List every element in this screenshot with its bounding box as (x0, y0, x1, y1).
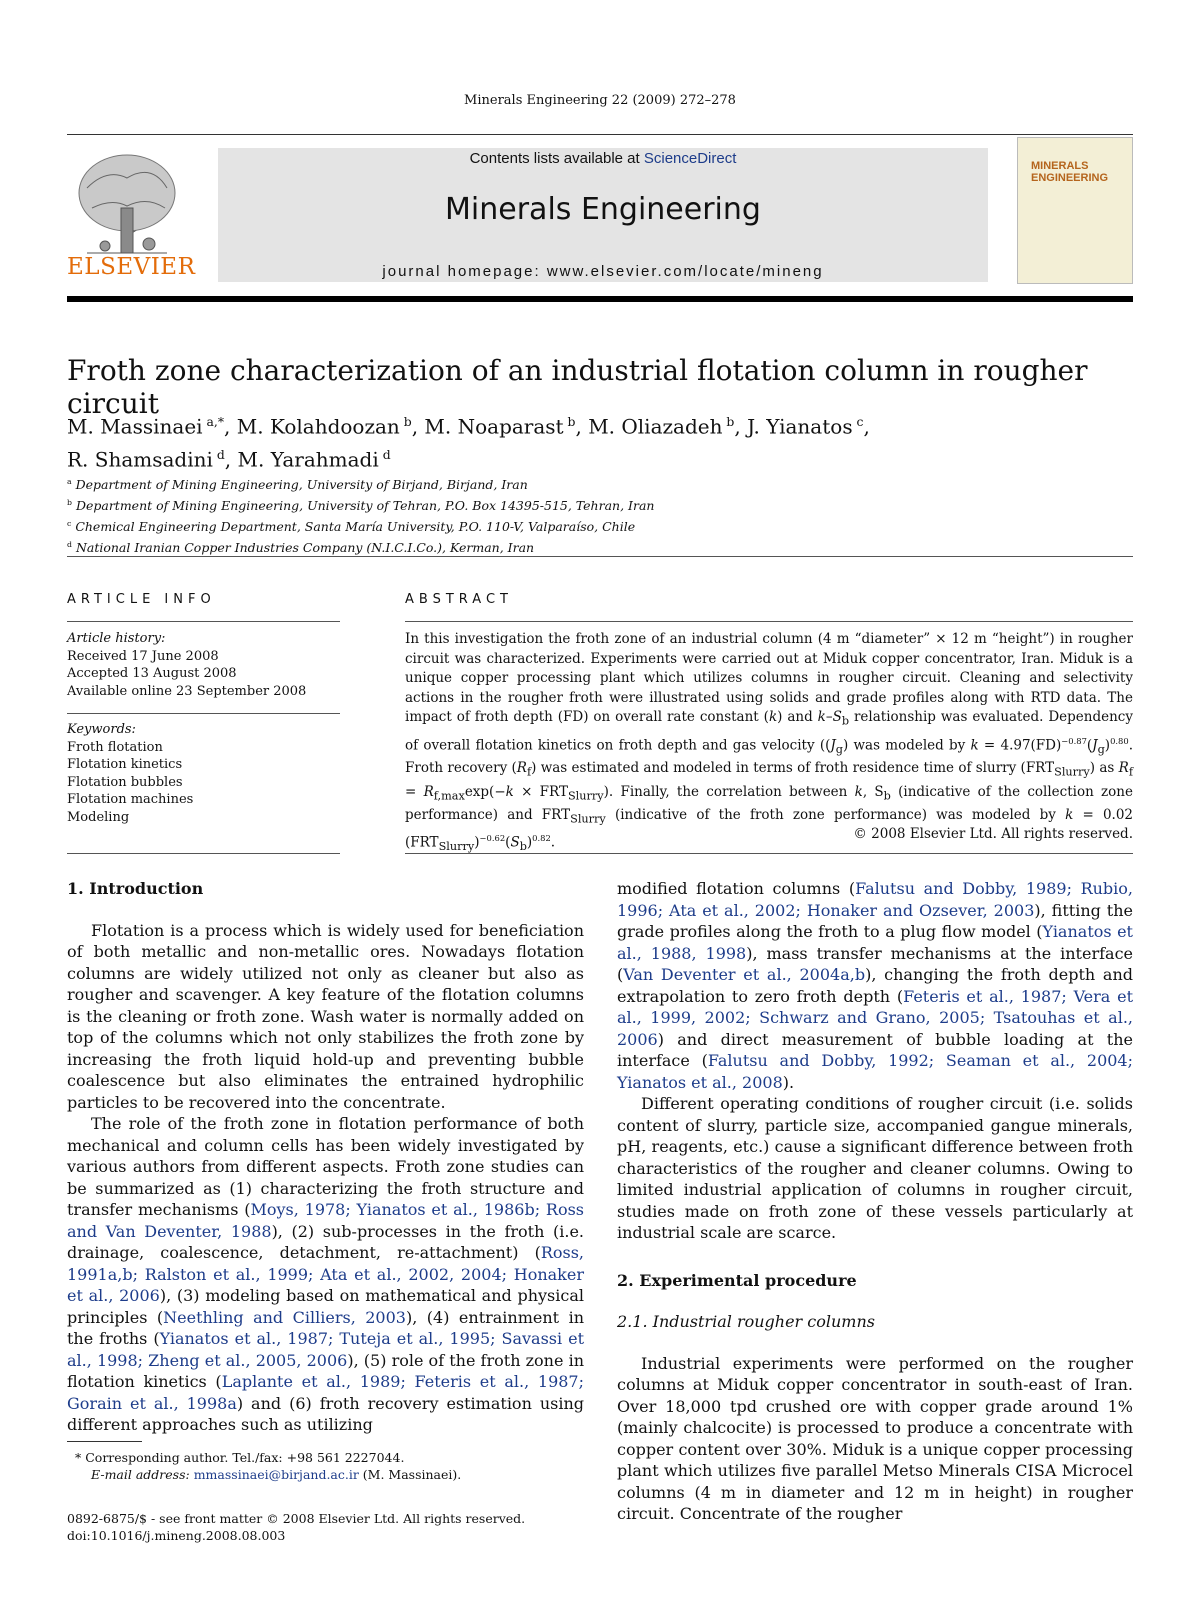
author-affiliation-marker: c (852, 414, 864, 429)
contents-line (218, 150, 988, 167)
cover-title (1031, 160, 1127, 184)
header-rule (67, 134, 1133, 135)
article-info-rule (67, 621, 340, 622)
abstract-copyright: © 2008 Elsevier Ltd. All rights reserved. (853, 826, 1133, 842)
affiliation-line: $^d$ National Iranian Copper Industries Company (N.I.C.I.Co.), Kerman, Iran (67, 540, 535, 556)
doi-line[interactable]: doi:10.1016/j.mineng.2008.08.003 (67, 1528, 286, 1543)
footnote-rule (67, 1441, 142, 1442)
citation-link[interactable]: Van Deventer et al., 2004a,b (623, 965, 866, 984)
citation-link[interactable]: Neethling and Cilliers, 2003 (163, 1307, 406, 1327)
author-line-2: R. Shamsadini $^d$, M. Yarahmadi $^d$ (67, 446, 391, 472)
history-label: Article history: (67, 631, 166, 646)
footnote-corresponding (67, 1449, 587, 1483)
intro-paragraph-1: Flotation is a process which is widely used for beneficiation of both metallic and non-metallic ores. Nowadays flotation columns are widely utilized not only as cleaner but also as rougher and scavenger. A key feature of the flotation columns is the cleaning or froth zone. Wash water is normally added on top of the columns which not only stabilizes the froth zone by increasing the froth liquid hold-up and preventing bubble coalescence but also eliminates the entrained hydrophilic particles to be recovered into the concentrate. (67, 920, 584, 1112)
article-history (67, 630, 340, 700)
affiliation-line: $^a$ Department of Mining Engineering, University of Birjand, Birjand, Iran (67, 477, 528, 493)
citation-link[interactable]: Feteris et al., 1987; Vera et al., 1999, 2002; Schwarz and Grano, 2005; Tsatouhas et al., 2006 (617, 986, 1133, 1049)
keywords-block (67, 721, 340, 826)
section-heading-experimental: 2. Experimental procedure (617, 1270, 857, 1290)
keywords-label: Keywords: (67, 722, 136, 737)
cover-title-line-2: ENGINEERING (1031, 172, 1109, 184)
citation-link[interactable]: Laplante et al., 1989; Feteris et al., 1987; Gorain et al., 1998a (67, 1372, 585, 1413)
online-date: Available online 23 September 2008 (67, 683, 307, 699)
keywords-rule (67, 713, 340, 714)
author-name: M. Oliazadeh (588, 414, 723, 439)
issn-line: 0892-6875/$ - see front matter © 2008 Elsevier Ltd. All rights reserved. (67, 1511, 526, 1526)
received-date: Received 17 June 2008 (67, 648, 219, 664)
accepted-date: Accepted 13 August 2008 (67, 666, 237, 681)
intro-paragraph-2: The role of the froth zone in flotation performance of both mechanical and column cells has been widely investigated by various authors from different aspects. Froth zone studies can be summarized as (1) characterizing the froth structure and transfer mechanisms (Moys, 1978; Yianatos et al., 1986b; Ross and Van Deventer, 1988), (2) sub-processes in the froth (i.e. drainage, coalescence, detachment, re-attachment) (Ross, 1991a,b; Ralston et al., 1999; Ata et al., 2002, 2004; Honaker et al., 2006), (3) modeling based on mathematical and physical principles (Neethling and Cilliers, 2003), (4) entrainment in the froths (Yianatos et al., 1987; Tuteja et al., 1995; Savassi et al., 1998; Zheng et al., 2005, 2006), (5) role of the froth zone in flotation kinetics (Laplante et al., 1989; Feteris et al., 1987; Gorain et al., 1998a) and (6) froth recovery estimation using different approaches such as utilizing (67, 1114, 585, 1434)
keyword: Flotation bubbles (67, 774, 183, 790)
affiliation-line: $^c$ Chemical Engineering Department, Santa María University, P.O. 110-V, Valparaíso, Chile (67, 519, 636, 535)
citation-link[interactable]: Yianatos et al., 1988, 1998 (617, 922, 1133, 963)
right-paragraph-2: Different operating conditions of rougher circuit (i.e. solids content of slurry, particle size, accompanied gangue minerals, pH, reagents, etc.) cause a significant difference between froth characteristics of the rougher and cleaner columns. Owing to limited industrial application of columns in rougher circuit, studies made on froth zone of these vessels particularly at industrial scale are scarce. (617, 1094, 1133, 1242)
author-name: R. Shamsadini (67, 447, 213, 472)
issn-doi-block (67, 1510, 667, 1544)
author-affiliation-marker: d (212, 446, 225, 462)
abstract-heading: ABSTRACT (405, 592, 513, 607)
citation-link[interactable]: Moys, 1978; Yianatos et al., 1986b; Ross and Van Deventer, 1988 (67, 1200, 584, 1241)
journal-name: Minerals Engineering (445, 192, 761, 227)
author-name: J. Yianatos (747, 414, 853, 439)
affiliations (67, 473, 1137, 558)
author-name: M. Noaparast (424, 414, 564, 439)
author-name: M. Massinaei (67, 414, 203, 439)
subsection-heading-rougher-columns: 2.1. Industrial rougher columns (617, 1312, 875, 1331)
section-heading-introduction: 1. Introduction (67, 879, 204, 898)
keyword: Froth flotation (67, 739, 163, 755)
abstract-text: In this investigation the froth zone of an industrial column (4 m “diameter” × 12 m “height”) in rougher circuit was characterized. Experiments were carried out at Miduk copper concentrator, Iran. Miduk is a unique copper processing plant which utilizes columns in rougher circuit. Cleaning and selectivity actions in the rougher froth were illustrated using solids and grade profiles along with RTD data. The impact of froth depth (FD) on overall rate constant (k) and $k-S_b$ relationship was evaluated. Dependency of overall flotation kinetics on froth depth and gas velocity ($(J_g)$ was modeled by $k = 4.97(FD)^{-0.87}(J_g)^{0.80}$. Froth recovery $(R_f)$ was estimated and modeled in terms of froth residence time of slurry $(FRT_{Slurry})$ as $R_f = R_{f,max}\exp(-k \times FRT_{Slurry})$. Finally, the correlation between k, $S_b$ (indicative of the collection zone performance) and $FRT_{Slurry}$ (indicative of the froth zone performance) was modeled by k = 0.02 $(FRT_{Slurry})^{-0.62}(S_b)^{0.82}$. (405, 631, 1134, 854)
abstract-rule (405, 621, 1133, 622)
author-affiliation-marker: a,* (202, 414, 225, 429)
citation-link[interactable]: Ross, 1991a,b; Ralston et al., 1999; Ata et al., 2002, 2004; Honaker et al., 2006 (67, 1243, 584, 1305)
email-note: E-mail address: mmassinaei@birjand.ac.ir (M. Massinaei). (91, 1467, 462, 1482)
citation-link[interactable]: Falutsu and Dobby, 1992; Seaman et al., 2004; Yianatos et al., 2008 (617, 1051, 1134, 1092)
email-link[interactable]: mmassinaei@birjand.ac.ir (193, 1467, 359, 1482)
journal-homepage[interactable]: journal homepage: www.elsevier.com/locate/mineng (382, 263, 824, 280)
author-affiliation-marker: b (722, 414, 735, 429)
affiliation-line: $^b$ Department of Mining Engineering, University of Tehran, P.O. Box 14395-515, Tehran, Iran (67, 498, 655, 514)
author-name: M. Yarahmadi (237, 447, 379, 472)
keyword: Flotation kinetics (67, 757, 183, 772)
citation-link[interactable]: Yianatos et al., 1987; Tuteja et al., 1995; Savassi et al., 1998; Zheng et al., 2005, 2006 (67, 1329, 585, 1370)
contents-prefix: Contents lists available at (469, 150, 644, 167)
running-head: Minerals Engineering 22 (2009) 272–278 (464, 93, 736, 108)
keyword: Flotation machines (67, 792, 194, 807)
cover-title-line-1: MINERALS (1031, 160, 1089, 172)
affiliation-divider (67, 556, 1133, 557)
sciencedirect-link[interactable]: ScienceDirect (643, 150, 737, 167)
corresponding-author-note: * Corresponding author. Tel./fax: +98 561 2227044. (75, 1450, 405, 1465)
author-name: M. Kolahdoozan (236, 414, 400, 439)
keyword: Modeling (67, 809, 130, 825)
experimental-paragraph-1: Industrial experiments were performed on the rougher columns at Miduk copper concentrator in south-east of Iran. Over 18,000 tpd crushed ore with copper grade around 1% (mainly chalcocite) is processed to produce a concentrate with copper content over 30%. Miduk is a unique copper processing plant which utilizes five parallel Metso Minerals CISA Microcel columns (4 m in diameter and 12 m in height) in rougher circuit. Concentrate of the rougher (617, 1353, 1133, 1523)
body-right-column (617, 878, 1133, 1525)
article-title: Froth zone characterization of an industrial flotation column in rougher circuit (67, 354, 1088, 420)
body-left-column (67, 878, 584, 1436)
right-paragraph-1: modified flotation columns (Falutsu and Dobby, 1989; Rubio, 1996; Ata et al., 2002; Honaker and Ozsever, 2003), fitting the grade profiles along the froth to a plug flow model (Yianatos et al., 1988, 1998), mass transfer mechanisms at the interface (Van Deventer et al., 2004a,b), changing the froth depth and extrapolation to zero froth depth (Feteris et al., 1987; Vera et al., 1999, 2002; Schwarz and Grano, 2005; Tsatouhas et al., 2006) and direct measurement of bubble loading at the interface (Falutsu and Dobby, 1992; Seaman et al., 2004; Yianatos et al., 2008). (617, 879, 1134, 1092)
elsevier-wordmark: ELSEVIER (67, 254, 196, 280)
header-thick-rule (67, 296, 1133, 302)
author-affiliation-marker: b (563, 414, 576, 429)
article-info-heading: ARTICLE INFO (67, 592, 216, 607)
author-line-1: M. Massinaei $^{a,*}$, M. Kolahdoozan $^b$, M. Noaparast $^b$, M. Oliazadeh $^b$, J. Yianatos $^c$, (67, 414, 870, 439)
abstract-bottom-rule (405, 853, 1133, 854)
author-affiliation-marker: b (399, 414, 412, 429)
author-list (67, 408, 1137, 473)
author-affiliation-marker: d (378, 446, 391, 462)
citation-link[interactable]: Falutsu and Dobby, 1989; Rubio, 1996; Ata et al., 2002; Honaker and Ozsever, 2003 (617, 879, 1133, 920)
info-bottom-rule (67, 853, 340, 854)
